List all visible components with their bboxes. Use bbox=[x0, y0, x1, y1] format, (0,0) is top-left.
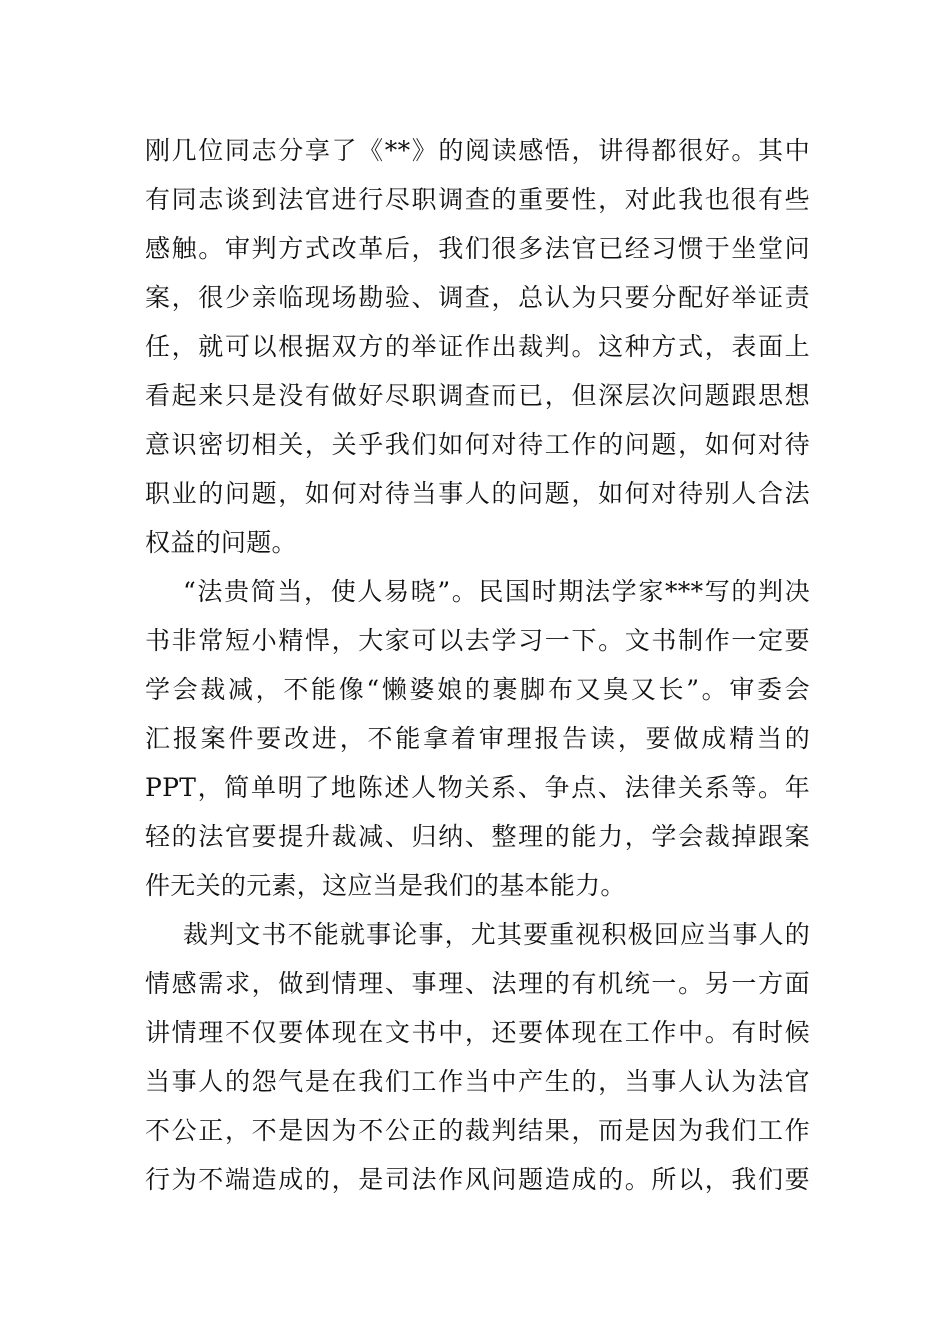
text-line: PPT，简单明了地陈述人物关系、争点、法律关系等。年 bbox=[145, 773, 810, 802]
paragraph-2 bbox=[145, 567, 810, 910]
text-line: 刚几位同志分享了《**》的阅读感悟，讲得都很好。其中 bbox=[145, 136, 810, 165]
document-body bbox=[145, 126, 810, 1204]
text-line: 看起来只是没有做好尽职调查而已，但深层次问题跟思想 bbox=[145, 381, 810, 410]
text-line: 案，很少亲临现场勘验、调查，总认为只要分配好举证责 bbox=[145, 283, 810, 312]
text-line: 学会裁减，不能像“懒婆娘的裹脚布又臭又长”。审委会 bbox=[145, 675, 810, 704]
text-line: 权益的问题。 bbox=[145, 528, 297, 557]
text-line: 意识密切相关，关乎我们如何对待工作的问题，如何对待 bbox=[145, 430, 810, 459]
text-line: 有同志谈到法官进行尽职调查的重要性，对此我也很有些 bbox=[145, 185, 810, 214]
text-line: “法贵简当，使人易晓”。民国时期法学家***写的判决 bbox=[183, 577, 810, 606]
text-line: 件无关的元素，这应当是我们的基本能力。 bbox=[145, 871, 626, 900]
text-line: 不公正，不是因为不公正的裁判结果，而是因为我们工作 bbox=[145, 1116, 810, 1145]
text-line: 任，就可以根据双方的举证作出裁判。这种方式，表面上 bbox=[145, 332, 810, 361]
text-line: 汇报案件要改进，不能拿着审理报告读，要做成精当的 bbox=[145, 724, 810, 753]
text-line: 讲情理不仅要体现在文书中，还要体现在工作中。有时候 bbox=[145, 1018, 810, 1047]
text-line: 裁判文书不能就事论事，尤其要重视积极回应当事人的 bbox=[183, 920, 810, 949]
text-line: 轻的法官要提升裁减、归纳、整理的能力，学会裁掉跟案 bbox=[145, 822, 810, 851]
text-line: 当事人的怨气是在我们工作当中产生的，当事人认为法官 bbox=[145, 1067, 810, 1096]
text-line: 职业的问题，如何对待当事人的问题，如何对待别人合法 bbox=[145, 479, 810, 508]
text-line: 行为不端造成的，是司法作风问题造成的。所以，我们要 bbox=[145, 1165, 810, 1194]
paragraph-1 bbox=[145, 126, 810, 567]
text-line: 感触。审判方式改革后，我们很多法官已经习惯于坐堂问 bbox=[145, 234, 810, 263]
text-line: 情感需求，做到情理、事理、法理的有机统一。另一方面 bbox=[145, 969, 810, 998]
paragraph-3 bbox=[145, 910, 810, 1204]
text-line: 书非常短小精悍，大家可以去学习一下。文书制作一定要 bbox=[145, 626, 810, 655]
